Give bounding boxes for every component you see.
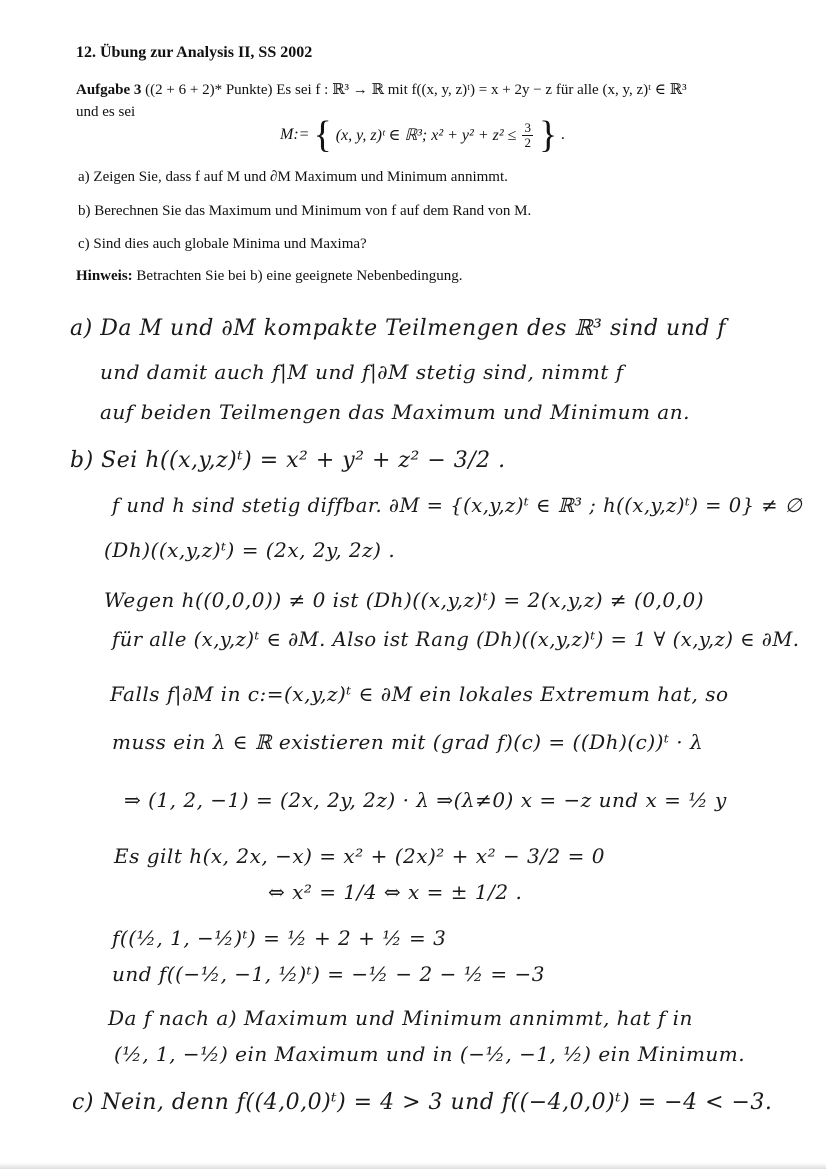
task-c: c) Sind dies auch globale Minima und Maxima? — [78, 236, 367, 252]
hint-label: Hinweis: — [76, 268, 133, 284]
set-definition — [280, 116, 565, 154]
problem-intro-2: und es sei — [76, 104, 136, 120]
solution-line: Da f nach a) Maximum und Minimum annimmt, hat f in — [108, 1006, 693, 1030]
task-b: b) Berechnen Sie das Maximum und Minimum von f auf dem Rand von M. — [78, 203, 532, 219]
problem-label: Aufgabe 3 — [76, 82, 142, 98]
solution-line: und damit auch f|M und f|∂M stetig sind, nimmt f — [100, 360, 624, 384]
page-title: 12. Übung zur Analysis II, SS 2002 — [76, 44, 313, 61]
right-brace-icon: } — [538, 114, 558, 156]
solution-line: Es gilt h(x, 2x, −x) = x² + (2x)² + x² − 3/2 = 0 — [114, 844, 605, 868]
solution-line: ⇒ (1, 2, −1) = (2x, 2y, 2z) · λ ⇒(λ≠0) x = −z und x = ½ y — [124, 788, 727, 812]
solution-line: Falls f|∂M in c:=(x,y,z)ᵗ ∈ ∂M ein lokales Extremum hat, so — [110, 682, 729, 706]
problem-points: ((2 + 6 + 2)* Punkte) — [145, 82, 273, 98]
solution-line: a) Da M und ∂M kompakte Teilmengen des ℝ³ sind und f — [70, 316, 727, 341]
hint-text: Betrachten Sie bei b) eine geeignete Nebenbedingung. — [136, 268, 463, 284]
solution-line: Wegen h((0,0,0)) ≠ 0 ist (Dh)((x,y,z)ᵗ) = 2(x,y,z) ≠ (0,0,0) — [104, 588, 705, 612]
solution-line: auf beiden Teilmengen das Maximum und Minimum an. — [100, 400, 690, 424]
solution-line: (Dh)((x,y,z)ᵗ) = (2x, 2y, 2z) . — [104, 538, 396, 562]
solution-line: und f((−½, −1, ½)ᵗ) = −½ − 2 − ½ = −3 — [112, 962, 546, 986]
set-fraction-num: 3 — [524, 119, 531, 135]
hint — [76, 268, 463, 285]
solution-line: muss ein λ ∈ ℝ existieren mit (grad f)(c) = ((Dh)(c))ᵗ · λ — [112, 730, 704, 754]
solution-line: f und h sind stetig diffbar. ∂M = {(x,y,z)ᵗ ∈ ℝ³ ; h((x,y,z)ᵗ) = 0} ≠ ∅ — [112, 494, 803, 517]
solution-line: b) Sei h((x,y,z)ᵗ) = x² + y² + z² − 3/2 . — [70, 448, 506, 473]
solution-line: c) Nein, denn f((4,0,0)ᵗ) = 4 > 3 und f((−4,0,0)ᵗ) = −4 < −3. — [72, 1090, 773, 1115]
problem-intro: Es sei f : ℝ³ → ℝ mit f((x, y, z)ᵗ) = x + 2y − z für alle (x, y, z)ᵗ ∈ ℝ³ — [276, 82, 687, 98]
left-brace-icon: { — [313, 114, 332, 156]
scan-edge — [0, 1163, 826, 1169]
set-lhs: M:= — [280, 126, 310, 143]
solution-line: (½, 1, −½) ein Maximum und in (−½, −1, ½) ein Minimum. — [114, 1042, 746, 1066]
solution-line: f((½, 1, −½)ᵗ) = ½ + 2 + ½ = 3 — [112, 926, 447, 950]
set-fraction-den: 2 — [524, 134, 531, 150]
task-a: a) Zeigen Sie, dass f auf M und ∂M Maximum und Minimum annimmt. — [78, 169, 508, 185]
set-end: . — [561, 126, 566, 143]
solution-line: ⇔ x² = 1/4 ⇔ x = ± 1/2 . — [268, 880, 523, 904]
solution-line: für alle (x,y,z)ᵗ ∈ ∂M. Also ist Rang (Dh)((x,y,z)ᵗ) = 1 ∀ (x,y,z) ∈ ∂M. — [112, 628, 800, 651]
set-body: (x, y, z)ᵗ ∈ ℝ³; x² + y² + z² ≤ — [335, 127, 517, 144]
set-fraction — [522, 121, 533, 150]
